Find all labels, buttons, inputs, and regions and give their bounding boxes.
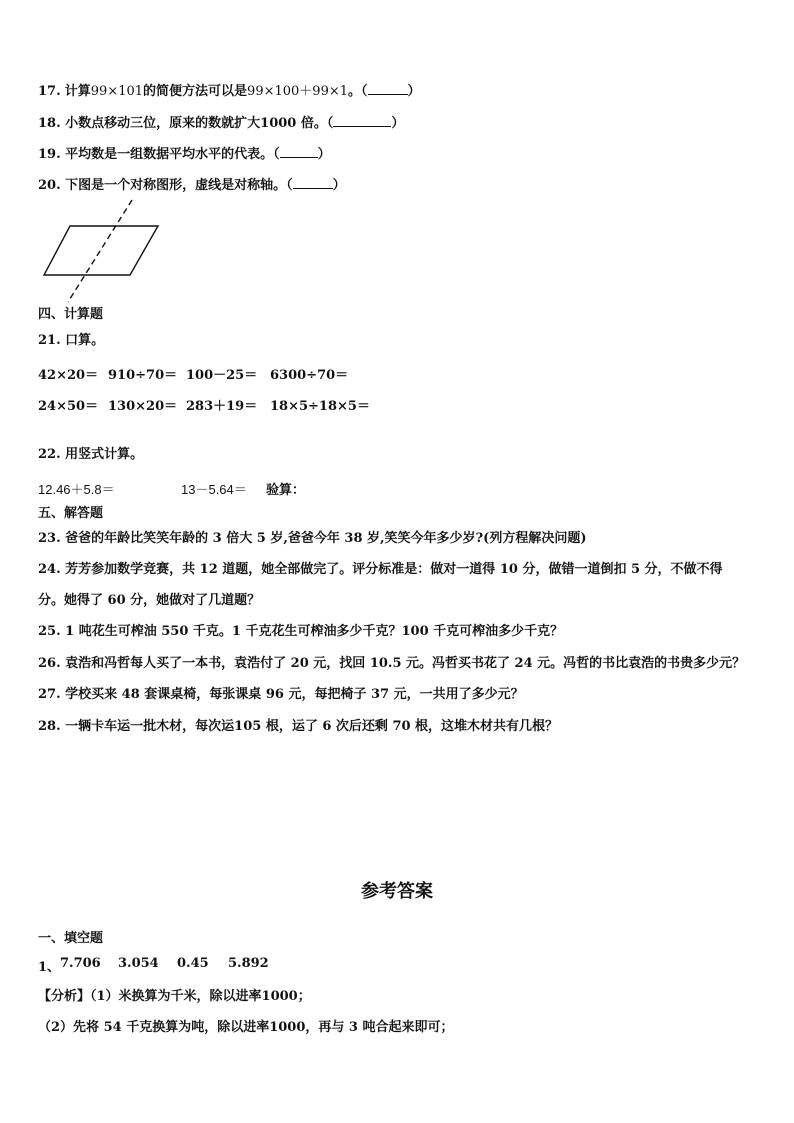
answer-section-heading: 一、填空题 [38,931,104,946]
analysis-line-2: （2）先将 54 千克换算为吨，除以进率1000，再与 3 吨合起来即可； [38,1020,454,1035]
oral-calc-item: 283＋19＝ [186,399,258,414]
question-text: 1 吨花生可榨油 550 千克。1 千克花生可榨油多少千克？100 千克可榨油多少千克？ [65,624,564,639]
question-number: 21. [38,333,61,348]
question-number: 27. [38,687,61,702]
parallelogram-figure [38,196,168,306]
question-number: 22. [38,447,61,462]
question-18 [38,114,404,133]
question-text: 平均数是一组数据平均水平的代表。（ [65,147,280,162]
question-19 [38,145,331,164]
answer-value: 3.054 [118,956,159,971]
question-number: 17. [38,84,61,99]
oral-calc-item: 100－25＝ [186,368,258,383]
oral-calc-item: 18×5÷18×5＝ [270,399,370,414]
question-number: 28. [38,719,61,734]
answer-blank[interactable] [280,145,318,158]
question-number: 26. [38,656,61,671]
question-text: 。（ [348,84,368,99]
question-25 [38,623,563,641]
answer-value: 5.892 [228,956,269,971]
paren-close: ） [317,147,331,162]
section-5-heading: 五、解答题 [38,506,104,521]
oral-calc-item: 130×20＝ [108,399,178,414]
answer-blank[interactable] [368,82,408,95]
oral-calc-item: 24×50＝ [38,399,99,414]
question-26 [38,655,745,673]
oral-calc-item: 910÷70＝ [108,368,178,383]
question-text: 的简便方法可以是 [143,84,248,99]
answer-value: 7.706 [60,956,101,971]
question-number: 20. [38,178,61,193]
answer-blank[interactable] [293,176,333,189]
question-text: 口算。 [65,333,105,348]
question-number: 18. [38,116,61,131]
verification-label: 验算： [266,483,306,498]
oral-calc-item: 6300÷70＝ [270,368,349,383]
answer-1-number: 1、 [38,960,61,975]
paren-close: ） [332,178,346,193]
question-20 [38,176,346,195]
question-number: 19. [38,147,61,162]
question-17 [38,82,421,101]
symmetry-axis-dashed [68,200,132,302]
parallelogram-shape [44,226,158,275]
question-text: 计算 [64,84,91,99]
question-text: 用竖式计算。 [65,447,144,462]
question-21 [38,332,104,350]
question-27 [38,686,524,704]
question-23 [38,530,586,548]
section-4-heading: 四、计算题 [38,307,104,322]
question-22 [38,446,143,464]
analysis-line-1: 【分析】（1）米换算为千米，除以进率1000； [38,989,311,1004]
math-expression: 99×101 [90,84,144,99]
answer-value: 0.45 [177,956,209,971]
question-24-continued: 分。她得了 60 分，她做对了几道题？ [38,593,261,608]
vertical-calc-item: 12.46＋5.8＝ [38,482,115,497]
question-text: 芳芳参加数学竞赛，共 12 道题，她全部做完了。评分标准是：做对一道得 10 分，做错一道倒扣 5 分，不做不得 [65,562,723,577]
question-28 [38,718,558,736]
paren-close: ） [391,116,405,131]
oral-calc-item: 42×20＝ [38,368,99,383]
answer-key-title: 参考答案 [361,881,433,902]
vertical-calc-item: 13－5.64＝ [181,482,247,497]
question-number: 25. [38,624,61,639]
question-number: 23. [38,531,61,546]
paren-close: ） [407,84,421,99]
question-text: 袁浩和冯哲每人买了一本书，袁浩付了 20 元，找回 10.5 元。冯哲买书花了 24 元。冯哲的书比袁浩的书贵多少元？ [65,656,746,671]
question-text: 下图是一个对称图形，虚线是对称轴。（ [65,178,293,193]
question-number: 24. [38,562,61,577]
question-text: 学校买来 48 套课桌椅，每张课桌 96 元，每把椅子 37 元，一共用了多少元？ [65,687,524,702]
question-text: 一辆卡车运一批木材，每次运105 根，运了 6 次后还剩 70 根，这堆木材共有几根？ [65,719,559,734]
question-text: 小数点移动三位，原来的数就扩大1000 倍。（ [65,116,334,131]
answer-blank[interactable] [333,114,391,127]
question-text: 爸爸的年龄比笑笑年龄的 3 倍大 5 岁,爸爸今年 38 岁,笑笑今年多少岁?(列方程解决问题) [65,531,587,546]
question-24 [38,561,723,579]
math-expression: 99×100＋99×1 [247,84,349,99]
